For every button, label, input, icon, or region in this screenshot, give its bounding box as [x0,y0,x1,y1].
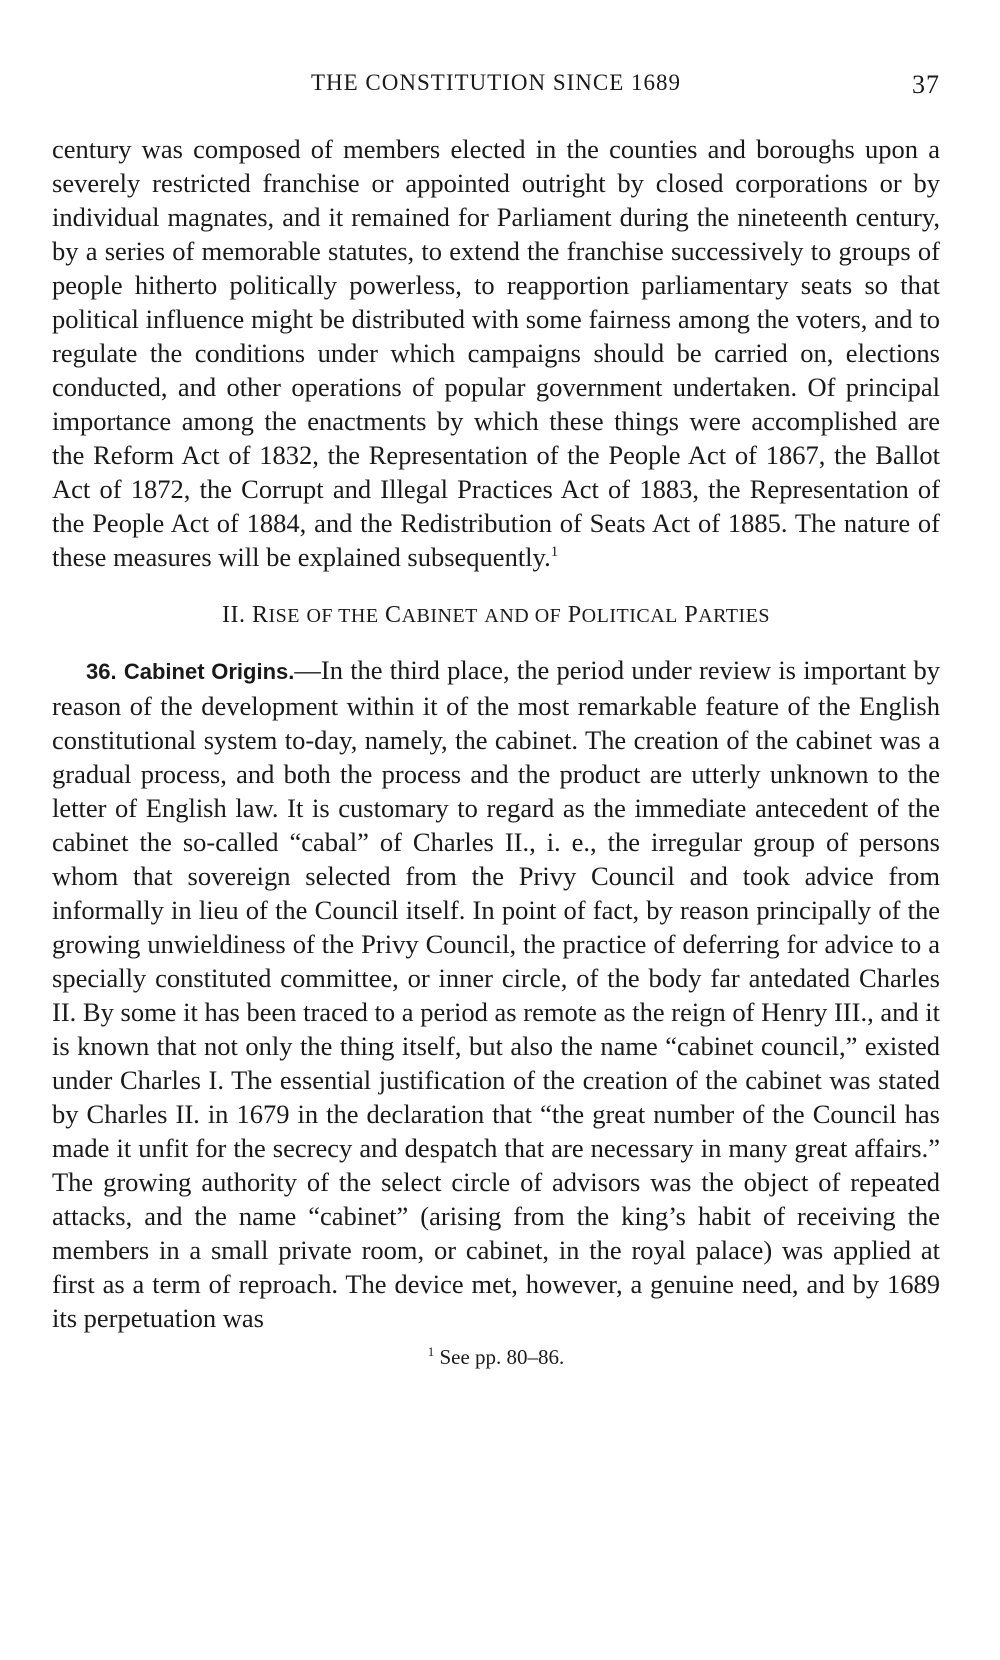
paragraph-1-text: century was composed of members elected in the counties and boroughs upon a severely restricted franchise or appointed outright by closed corporations or by individual magnates, and it remained for Parliament during the nineteenth century, by a series of memorable statutes, to extend the franchise successively to groups of people hitherto politically powerless, to reapportion parliamentary seats so that political influence might be distributed with some fairness among the voters, and to regulate the conditions under which campaigns should be carried on, elections conducted, and other operations of popular government undertaken. Of principal importance among the enactments by which these things were accomplished are the Reform Act of 1832, the Representation of the People Act of 1867, the Ballot Act of 1872, the Corrupt and Illegal Practices Act of 1883, the Representation of the People Act of 1884, and the Redistribution of Seats Act of 1885. The nature of these measures will be explained subsequently. [52,134,940,572]
paragraph-cabinet-origins [52,653,940,1335]
heading-word-and-of: AND OF [484,605,562,627]
paragraph-2-text: —In the third place, the period under review is important by reason of the development within it of the most remarkable feature of the English constitutional system to-day, namely, the cabinet. The creation of the cabinet was a gradual process, and both the process and the product are utterly unknown to the letter of English law. It is customary to regard as the immediate antecedent of the cabinet the so-called “cabal” of Charles II., i. e., the irregular group of persons whom that sovereign selected from the Privy Council and took advice from informally in lieu of the Council itself. In point of fact, by reason principally of the growing unwieldiness of the Privy Council, the practice of deferring for advice to a specially constituted committee, or inner circle, of the body far antedated Charles II. By some it has been traced to a period as remote as the reign of Henry III., and it is known that not only the thing itself, but also the name “cabinet council,” existed under Charles I. The essential justification of the creation of the cabinet was stated by Charles II. in 1679 in the declaration that “the great number of the Council has made it unfit for the secrecy and despatch that are necessary in many great affairs.” The growing authority of the select circle of advisors was the object of repeated attacks, and the name “cabinet” (arising from the king’s habit of receiving the members in a small private room, or cabinet, in the royal palace) was applied at first as a term of reproach. The device met, however, a genuine need, and by 1689 its perpetuation was [52,655,941,1333]
heading-word-cabinet: CABINET [385,602,478,628]
heading-word-parties: PARTIES [684,602,771,628]
section-numeral: II. [221,602,246,628]
footnote [52,1345,940,1370]
heading-word-of-the: OF THE [306,605,379,627]
running-title: THE CONSTITUTION SINCE 1689 [310,70,682,95]
page [52,70,940,1370]
footnote-marker: 1 [427,1344,435,1359]
heading-word-rise: RISE [251,602,300,628]
section-heading [52,602,940,629]
footnote-reference: 1 [550,544,559,560]
page-number: 37 [912,70,940,99]
running-head [52,70,940,106]
paragraph-continuation [52,132,940,574]
heading-word-political: POLITICAL [567,602,678,628]
footnote-text: See pp. 80–86. [439,1345,565,1369]
paragraph-number: 36. [86,659,117,684]
paragraph-title: Cabinet Origins. [123,659,295,684]
